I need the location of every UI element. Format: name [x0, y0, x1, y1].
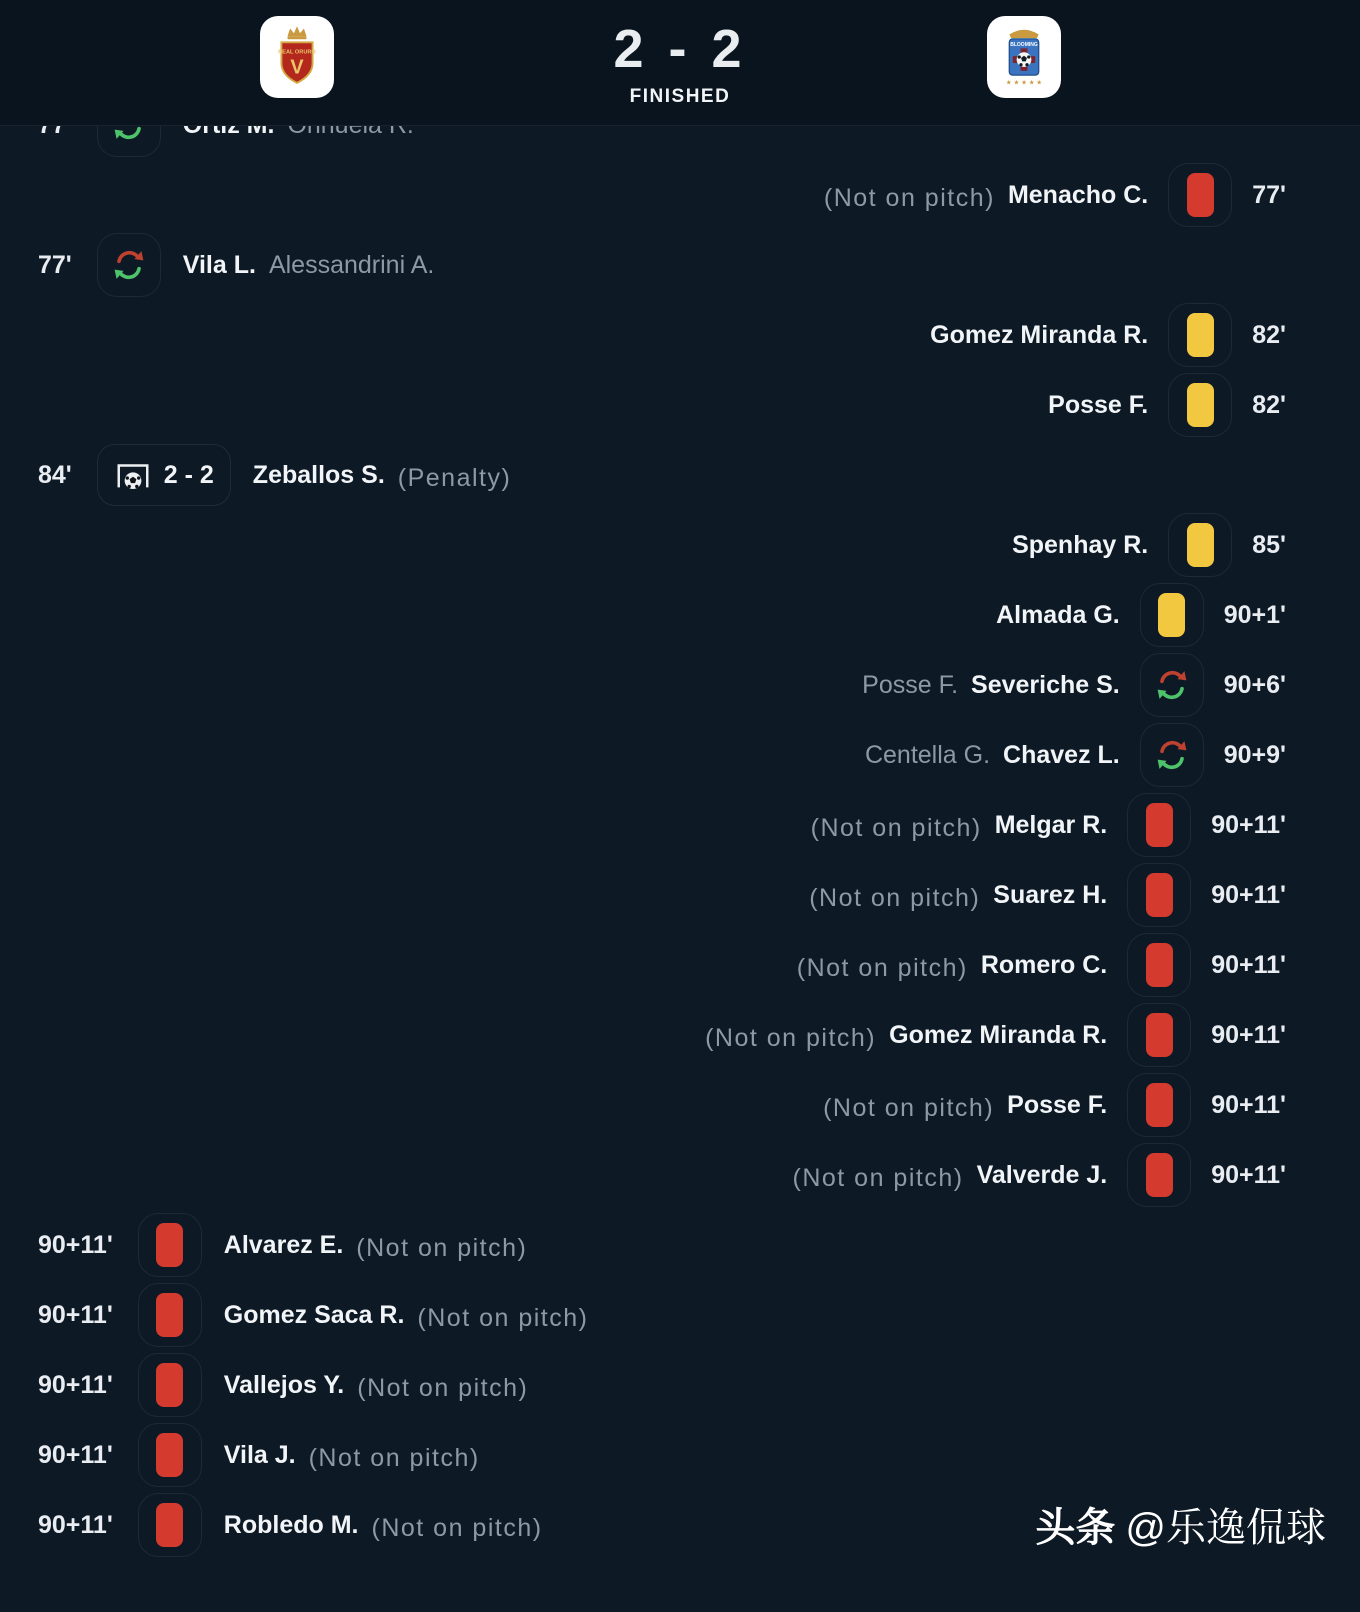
event-row-yellow-card	[0, 300, 1360, 370]
player-name[interactable]: Vila J.	[223, 1440, 296, 1469]
red-card-glyph	[1146, 943, 1173, 987]
player-name[interactable]: Menacho C.	[1007, 180, 1149, 209]
event-time: 90+1'	[1223, 600, 1286, 629]
player-out-name[interactable]: Centella G.	[864, 740, 991, 769]
event-row-substitution	[0, 720, 1360, 790]
player-name[interactable]: Severiche S.	[971, 670, 1120, 699]
event-time: 90+11'	[38, 1300, 113, 1329]
event-time: 90+11'	[1211, 950, 1286, 979]
red-card-glyph	[1187, 173, 1214, 217]
event-row-red-card	[0, 160, 1360, 230]
away-team-crest-icon	[992, 20, 1056, 94]
event-time: 90+11'	[1211, 1160, 1286, 1189]
event-row-yellow-card	[0, 580, 1360, 650]
event-row-red-card	[0, 1350, 1360, 1420]
player-out-name[interactable]: Posse F.	[862, 670, 959, 699]
event-row-red-card	[0, 860, 1360, 930]
event-time: 77'	[38, 250, 72, 279]
event-row-goal	[0, 440, 1360, 510]
substitution-icon	[1140, 723, 1204, 787]
red-card-glyph	[1146, 1013, 1173, 1057]
event-time: 85'	[1252, 530, 1286, 559]
status-label: (Not on pitch)	[308, 1443, 480, 1472]
status-label: (Not on pitch)	[357, 1373, 529, 1402]
red-card-glyph	[156, 1433, 183, 1477]
event-time: 90+11'	[1211, 880, 1286, 909]
substitution-icon	[97, 233, 161, 297]
red-card-icon	[1127, 1003, 1191, 1067]
yellow-card-glyph	[1187, 523, 1214, 567]
player-name[interactable]: Vallejos Y.	[223, 1370, 345, 1399]
watermark	[1035, 1496, 1326, 1553]
player-name[interactable]: Melgar R.	[994, 810, 1108, 839]
red-card-icon	[1127, 1073, 1191, 1137]
yellow-card-icon	[1168, 513, 1232, 577]
watermark-handle: @乐逸侃球	[1125, 1506, 1326, 1550]
status-label: (Not on pitch)	[823, 183, 995, 212]
event-row-red-card	[0, 1280, 1360, 1350]
event-time: 90+11'	[38, 1230, 113, 1259]
svg-text:REAL ORURO: REAL ORURO	[278, 49, 316, 56]
watermark-brand: 头条	[1035, 1506, 1116, 1550]
away-team-logo[interactable]	[987, 16, 1061, 98]
red-card-icon	[138, 1213, 202, 1277]
red-card-icon	[1127, 863, 1191, 927]
player-name[interactable]: Posse F.	[1007, 1090, 1108, 1119]
yellow-card-icon	[1168, 373, 1232, 437]
status-label: (Not on pitch)	[809, 883, 981, 912]
status-label: (Penalty)	[397, 463, 512, 492]
red-card-glyph	[156, 1223, 183, 1267]
yellow-card-icon	[1168, 303, 1232, 367]
goal-icon	[114, 458, 152, 492]
player-name[interactable]: Alvarez E.	[223, 1230, 344, 1259]
red-card-glyph	[1146, 1153, 1173, 1197]
event-row-red-card	[0, 790, 1360, 860]
event-time: 90+11'	[1211, 1090, 1286, 1119]
event-row-yellow-card	[0, 510, 1360, 580]
event-time: 82'	[1252, 390, 1286, 419]
red-card-icon	[1127, 793, 1191, 857]
event-time: 90+11'	[38, 1510, 113, 1539]
player-name[interactable]: Almada G.	[996, 600, 1120, 629]
event-time: 77'	[1252, 180, 1286, 209]
red-card-icon	[138, 1423, 202, 1487]
goal-score-pill	[97, 444, 231, 506]
event-row-red-card	[0, 930, 1360, 1000]
event-row-red-card	[0, 1000, 1360, 1070]
event-row-red-card	[0, 1210, 1360, 1280]
player-name[interactable]: Spenhay R.	[1012, 530, 1149, 559]
player-name[interactable]: Gomez Miranda R.	[930, 320, 1149, 349]
red-card-icon	[1127, 933, 1191, 997]
event-time: 90+11'	[38, 1370, 113, 1399]
yellow-card-icon	[1140, 583, 1204, 647]
yellow-card-glyph	[1158, 593, 1185, 637]
status-label: (Not on pitch)	[810, 813, 982, 842]
red-card-icon	[138, 1283, 202, 1347]
status-label: (Not on pitch)	[705, 1023, 877, 1052]
status-label: (Not on pitch)	[792, 1163, 964, 1192]
player-name[interactable]: Romero C.	[980, 950, 1108, 979]
event-time: 90+11'	[38, 1440, 113, 1469]
match-header	[0, 0, 1360, 126]
player-name[interactable]: Vila L.	[182, 250, 256, 279]
player-name[interactable]: Gomez Miranda R.	[889, 1020, 1108, 1049]
yellow-card-glyph	[1187, 383, 1214, 427]
status-label: (Not on pitch)	[823, 1093, 995, 1122]
event-row-substitution	[0, 230, 1360, 300]
red-card-glyph	[156, 1363, 183, 1407]
player-name[interactable]: Valverde J.	[976, 1160, 1108, 1189]
red-card-glyph	[1146, 1083, 1173, 1127]
event-time: 84'	[38, 460, 72, 489]
event-time: 90+9'	[1223, 740, 1286, 769]
event-time: 90+11'	[1211, 1020, 1286, 1049]
match-status: FINISHED	[629, 86, 731, 107]
svg-text:V: V	[290, 56, 304, 79]
event-time: 82'	[1252, 320, 1286, 349]
player-name[interactable]: Suarez H.	[993, 880, 1108, 909]
player-name[interactable]: Gomez Saca R.	[223, 1300, 405, 1329]
red-card-icon	[138, 1493, 202, 1557]
event-row-red-card	[0, 1140, 1360, 1210]
event-row-substitution	[0, 650, 1360, 720]
event-row-red-card	[0, 1070, 1360, 1140]
player-name[interactable]: Chavez L.	[1003, 740, 1120, 769]
red-card-icon	[138, 1353, 202, 1417]
score-block	[0, 0, 1360, 108]
player-name[interactable]: Robledo M.	[223, 1510, 359, 1539]
status-label: (Not on pitch)	[796, 953, 968, 982]
substitution-icon	[1140, 653, 1204, 717]
match-score: 2 - 2	[613, 19, 747, 79]
event-time: 90+11'	[1211, 810, 1286, 839]
status-label: (Not on pitch)	[356, 1233, 528, 1262]
event-time: 90+6'	[1223, 670, 1286, 699]
svg-text:BLOOMING: BLOOMING	[1010, 42, 1038, 49]
red-card-icon	[1168, 163, 1232, 227]
status-label: (Not on pitch)	[417, 1303, 589, 1332]
player-out-name[interactable]: Alessandrini A.	[268, 250, 435, 279]
event-row-yellow-card	[0, 370, 1360, 440]
red-card-glyph	[156, 1503, 183, 1547]
red-card-icon	[1127, 1143, 1191, 1207]
red-card-glyph	[1146, 873, 1173, 917]
svg-text:★ ★ ★ ★ ★: ★ ★ ★ ★ ★	[1005, 79, 1043, 87]
red-card-glyph	[156, 1293, 183, 1337]
goal-score: 2 - 2	[163, 460, 214, 489]
player-name[interactable]: Zeballos S.	[252, 460, 385, 489]
event-row-red-card	[0, 1420, 1360, 1490]
player-name[interactable]: Posse F.	[1048, 390, 1149, 419]
red-card-glyph	[1146, 803, 1173, 847]
yellow-card-glyph	[1187, 313, 1214, 357]
status-label: (Not on pitch)	[371, 1513, 543, 1542]
